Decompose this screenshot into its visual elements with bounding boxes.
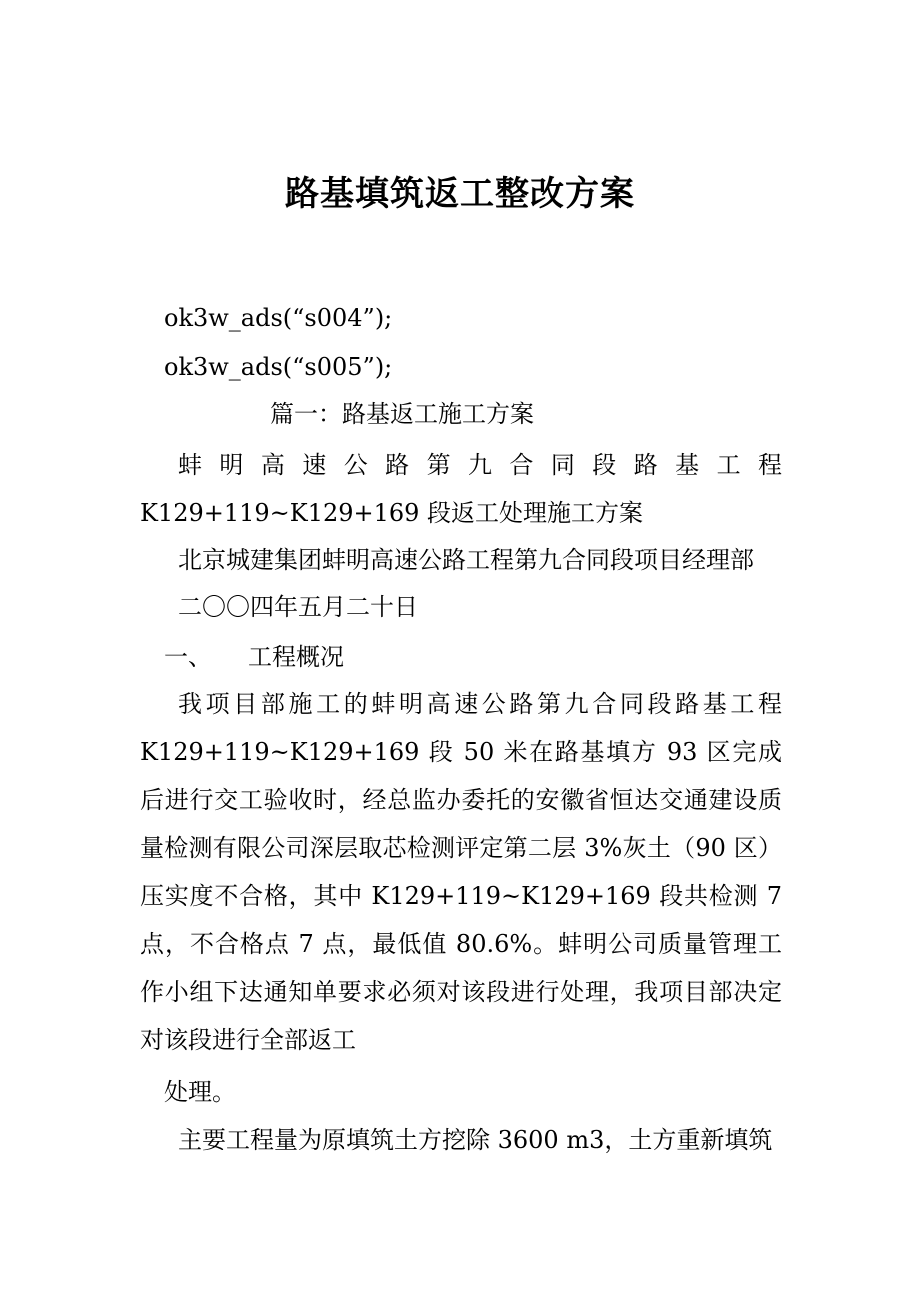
code-line-2: ok3w_ads(“s005”); — [164, 353, 393, 381]
paragraph-2: 主要工程量为原填筑土方挖除 3600 m3，土方重新填筑 — [178, 1126, 773, 1154]
project-heading: 蚌明高速公路第九合同段路基工程 K129+119~K129+169 段返工处理施工方案 — [140, 451, 782, 527]
subtitle: 篇一：路基返工施工方案 — [270, 400, 534, 428]
paragraph-1-tail: 处理。 — [164, 1078, 236, 1106]
section-title: 工程概况 — [248, 643, 344, 671]
document-title: 路基填筑返工整改方案 — [285, 174, 635, 214]
paragraph-1: 我项目部施工的蚌明高速公路第九合同段路基工程 K129+119~K129+169 段 50 米在路基填方 93 区完成后进行交工验收时，经总监办委托的安徽省恒达交通建设质量检测有限公司深层取芯检测评定第二层 3%灰土（90 区）压实度不合格，其中 K129+119~K129+169 段共检测 7 点，不合格点 7 点，最低值 80.6%。蚌明公司质量管理工作小组下达通知单要求必须对该段进行处理，我项目部决定对该段进行全部返工 — [140, 690, 782, 1054]
section-number: 一、 — [164, 643, 212, 671]
code-line-1: ok3w_ads(“s004”); — [164, 304, 393, 332]
organization-line: 北京城建集团蚌明高速公路工程第九合同段项目经理部 — [178, 546, 754, 574]
date-line: 二〇〇四年五月二十日 — [178, 593, 418, 621]
section-heading — [164, 640, 344, 674]
